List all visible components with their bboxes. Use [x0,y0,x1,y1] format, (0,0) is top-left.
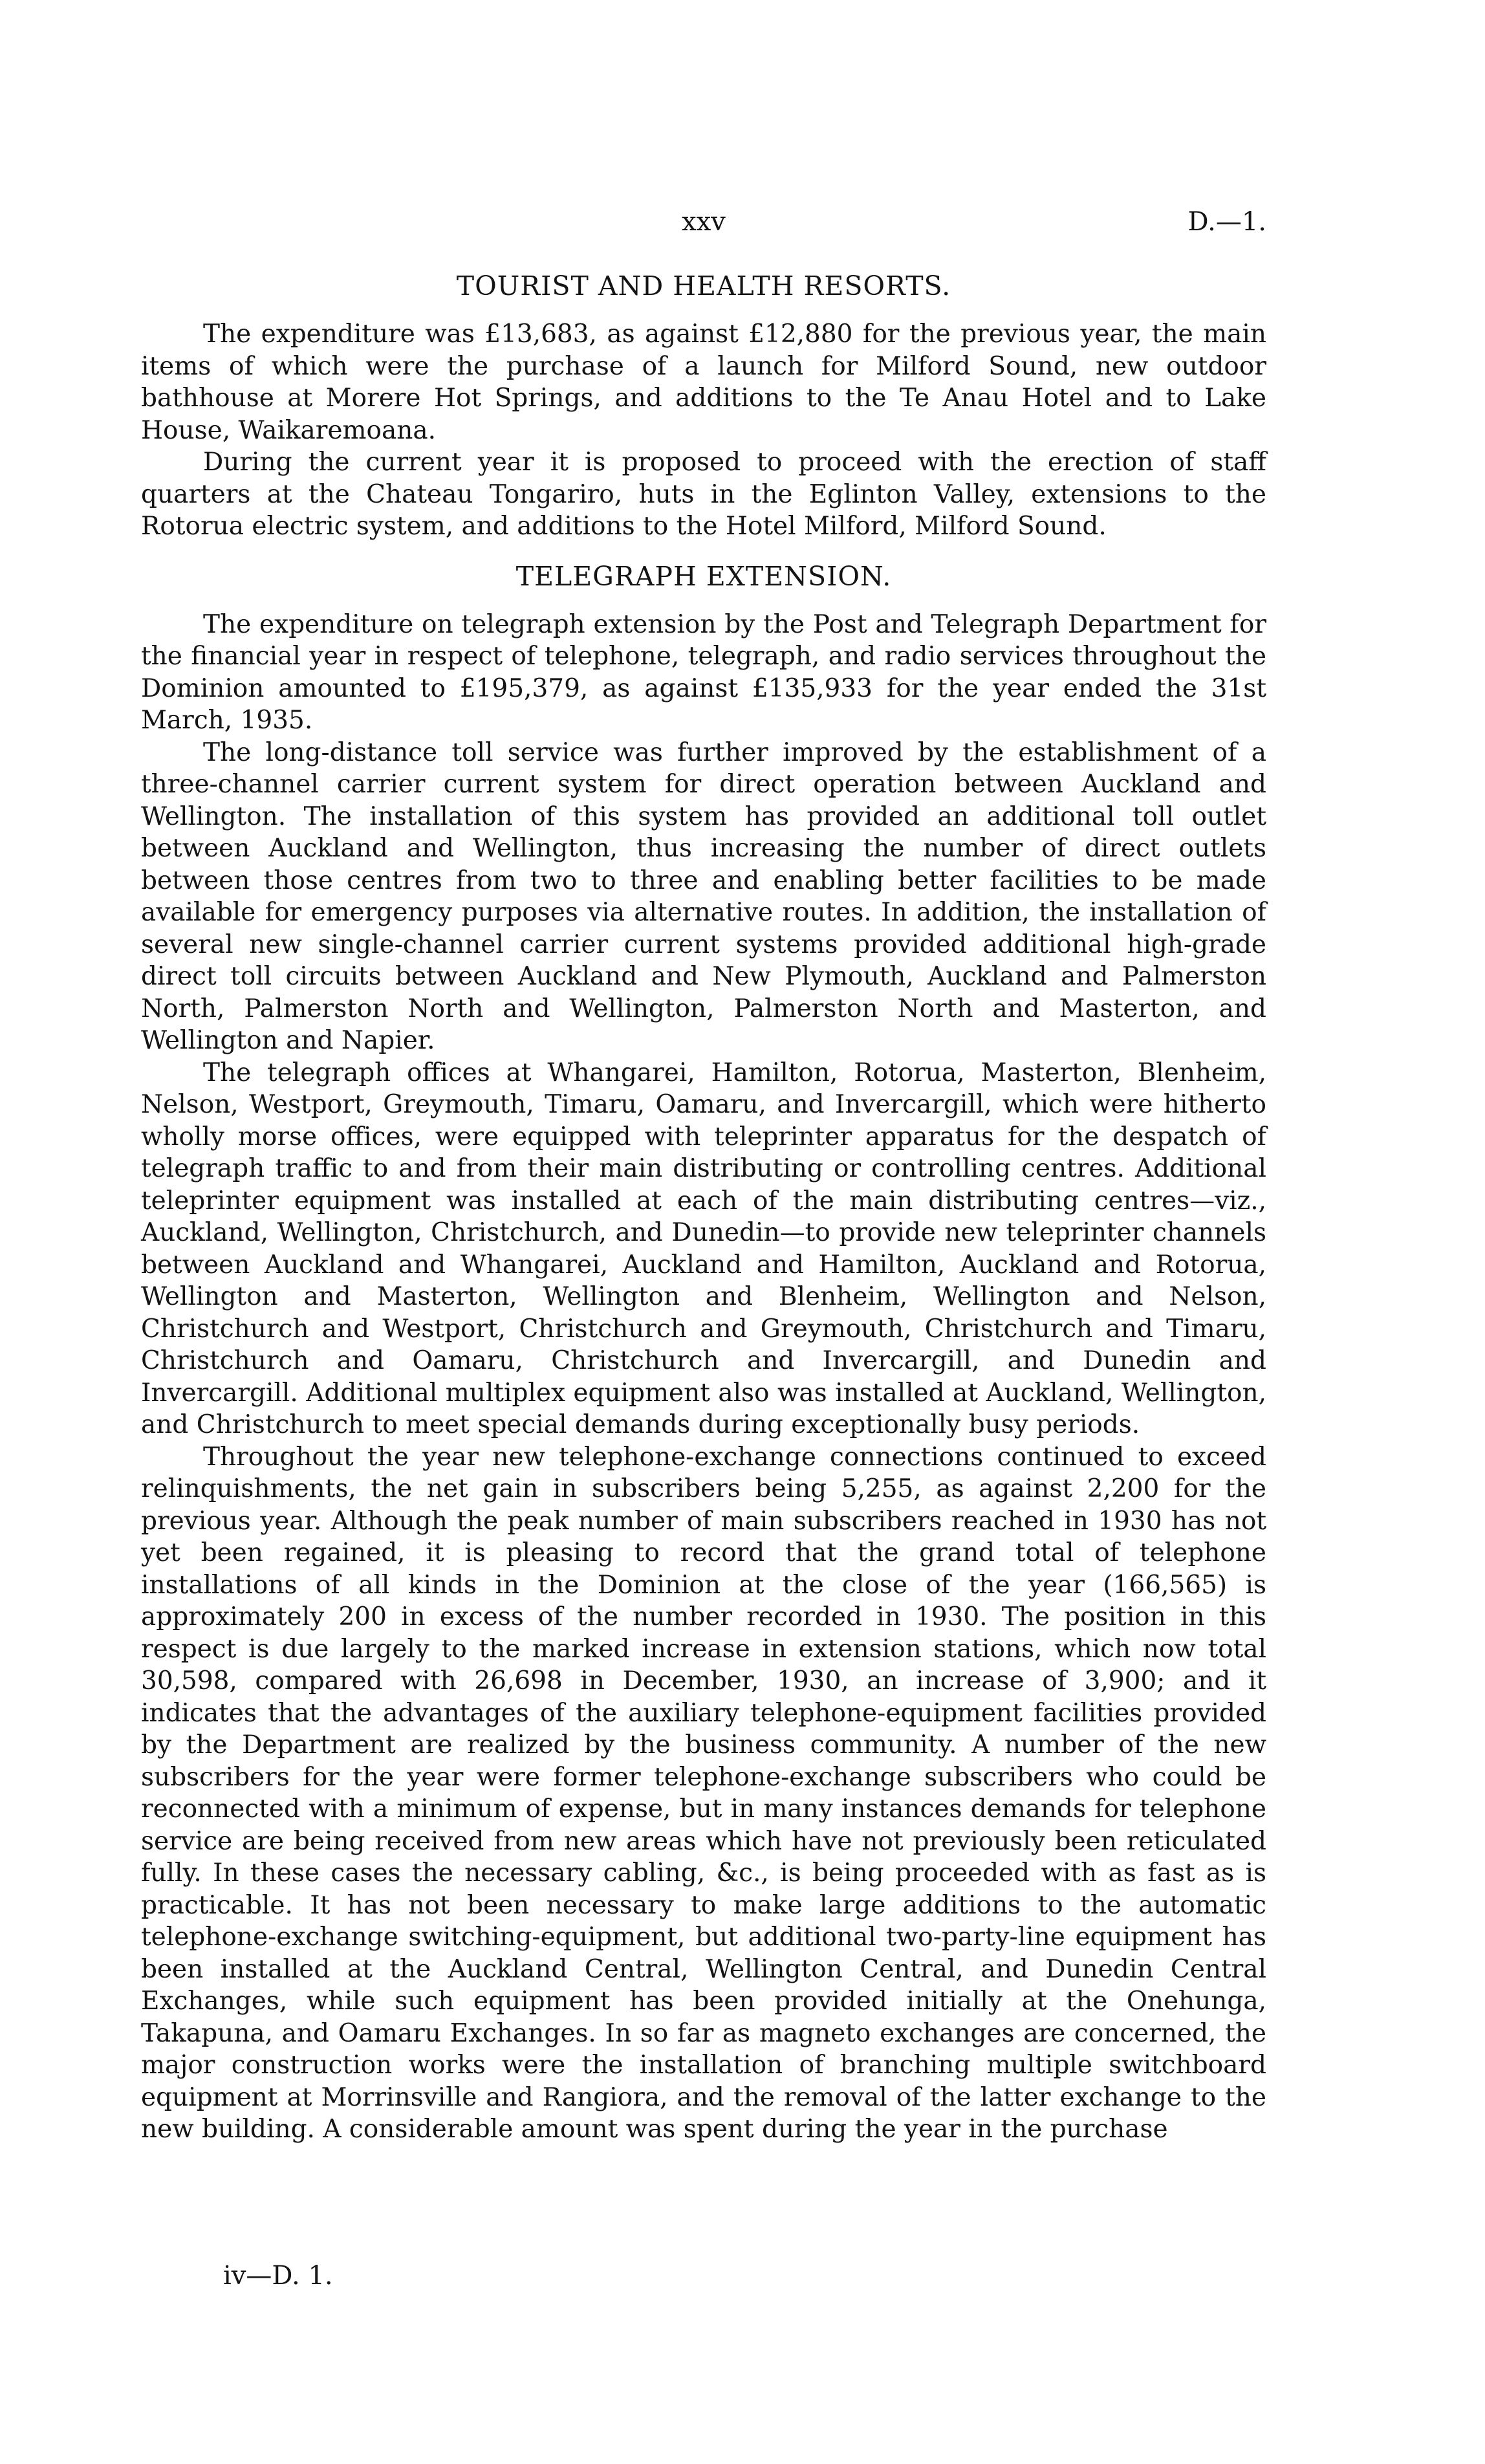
section-heading: TELEGRAPH EXTENSION. [515,560,892,592]
paragraph: Throughout the year new telephone-exchange connections continued to exceed relinquishments, the net gain in subscribers being 5,255, as against 2,200 for the previous year. Although the peak number of main subscribers reached in 1930 has not yet been regained, it is pleasing to record that the grand total of telephone installations of all kinds in the Dominion at the close of the year (166,565) is approximately 200 in excess of the number recorded in 1930. The position in this respect is due largely to the marked increase in extension stations, which now total 30,598, compared with 26,698 in December, 1930, an increase of 3,900; and it indicates that the advantages of the auxiliary telephone-equipment facilities provided by the Department are realized by the business community. A number of the new subscribers for the year were former telephone-exchange subscribers who could be reconnected with a minimum of expense, but in many instances demands for telephone service are being received from new areas which have not previously been reticulated fully. In these cases the necessary cabling, &c., is being proceeded with as fast as is practicable. It has not been necessary to make large additions to the automatic telephone-exchange switching-equipment, but additional two-party-line equipment has been installed at the Auckland Central, Wellington Central, and Dunedin Central Exchanges, while such equipment has been provided initially at the Onehunga, Takapuna, and Oamaru Exchanges. In so far as magneto exchanges are concerned, the major construction works were the installation of branching multiple switchboard equipment at Morrinsville and Rangiora, and the removal of the latter exchange to the new building. A considerable amount was spent during the year in the purchase [141,1442,1266,2144]
paragraph: The telegraph offices at Whangarei, Hamilton, Rotorua, Masterton, Blenheim, Nelson, Westport, Greymouth, Timaru, Oamaru, and Invercargill, which were hitherto wholly morse offices, were equipped with teleprinter apparatus for the despatch of telegraph traffic to and from their main distributing or controlling centres. Additional teleprinter equipment was installed at each of the main distributing centres—viz., Auckland, Wellington, Christchurch, and Dunedin—to provide new teleprinter channels between Auckland and Whangarei, Auckland and Hamilton, Auckland and Rotorua, Wellington and Masterton, Wellington and Blenheim, Wellington and Nelson, Christchurch and Westport, Christchurch and Greymouth, Christchurch and Timaru, Christchurch and Oamaru, Christchurch and Invercargill, and Dunedin and Invercargill. Additional multiplex equipment also was installed at Auckland, Wellington, and Christchurch to meet special demands during exceptionally busy periods. [141,1058,1266,1439]
paragraph: The expenditure was £13,683, as against £12,880 for the previous year, the main items of which were the purchase of a launch for Milford Sound, new outdoor bathhouse at Morere Hot Springs, and additions to the Te Anau Hotel and to Lake House, Waikaremoana. [141,320,1266,445]
section-heading: TOURIST AND HEALTH RESORTS. [456,270,951,301]
section-telegraph-extension [141,561,1266,2146]
paragraph: During the current year it is proposed to proceed with the erection of staff quarters at the Chateau Tongariro, huts in the Eglinton Valley, extensions to the Rotorua electric system, and additions to the Hotel Milford, Milford Sound. [141,448,1266,541]
document-reference: D.—1. [1187,207,1266,237]
document-page [141,207,1266,2146]
paragraph: The long-distance toll service was further improved by the establishment of a three-channel carrier current system for direct operation between Auckland and Wellington. The installation of this system has provided an additional toll outlet between Auckland and Wellington, thus increasing the number of direct outlets between those centres from two to three and enabling better facilities to be made available for emergency purposes via alternative routes. In addition, the installation of several new single-channel carrier current systems provided additional high-grade direct toll circuits between Auckland and New Plymouth, Auckland and Palmerston North, Palmerston North and Wellington, Palmerston North and Masterton, and Wellington and Napier. [141,737,1266,1055]
page-header [141,207,1266,252]
section-tourist-health-resorts [141,270,1266,543]
signature-mark: iv—D. 1. [223,2261,333,2291]
page-number: xxv [682,207,726,237]
paragraph: The expenditure on telegraph extension by the Post and Telegraph Department for the financial year in respect of telephone, telegraph, and radio services throughout the Dominion amounted to £195,379, as against £135,933 for the year ended the 31st March, 1935. [141,609,1266,735]
